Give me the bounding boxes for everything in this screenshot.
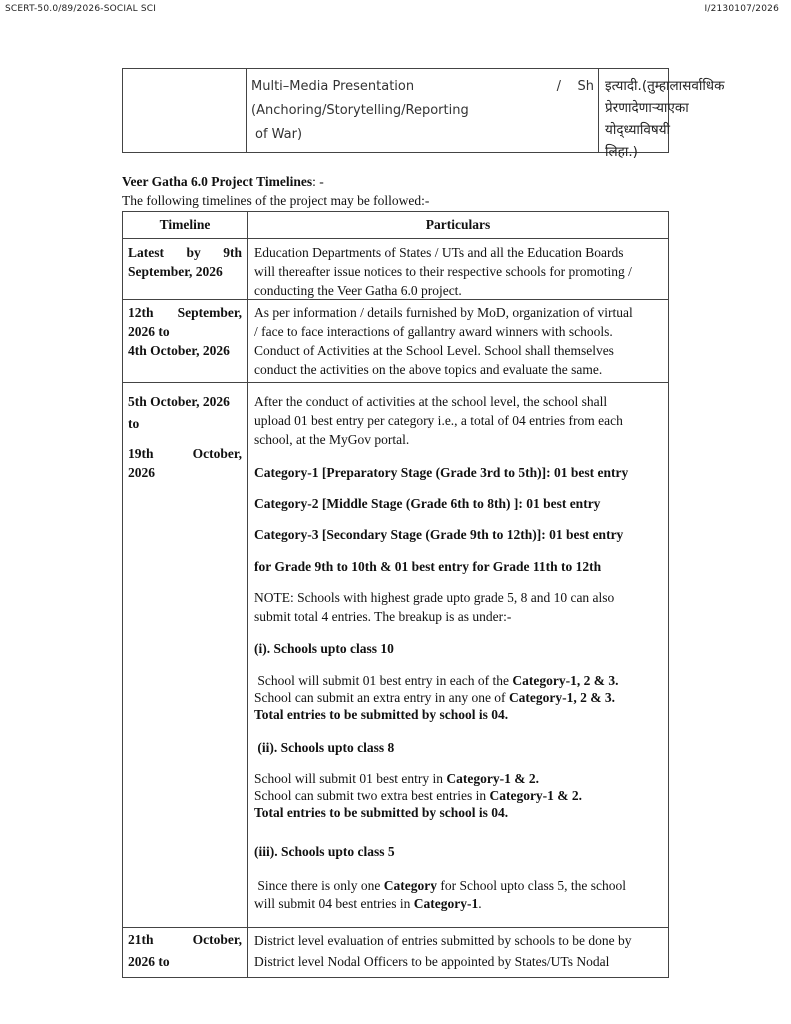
category-3-line: Category-3 [Secondary Stage (Grade 9th to 12th)]: 01 best entry xyxy=(254,527,624,542)
class-8-details: School will submit 01 best entry in Category-1 & 2. School can submit two extra best entries in Category-1 & 2. Total entries to be submitted by school is 04. xyxy=(254,771,583,820)
previous-table-fragment xyxy=(122,68,725,160)
fragment-marathi-line-1: इत्यादी. (तुम्हाला सर्वाधिक xyxy=(605,78,725,94)
row-divider xyxy=(123,382,668,383)
row4-timeline: 21th October, 2026 to xyxy=(128,932,242,969)
page-header-right: I/2130107/2026 xyxy=(704,4,779,14)
subheading-class-10: (i). Schools upto class 10 xyxy=(254,641,394,656)
fragment-activity-line-3: of War) xyxy=(255,127,303,142)
timeline-table xyxy=(122,211,669,978)
fragment-marathi-cell xyxy=(599,69,725,160)
row-divider xyxy=(123,238,668,239)
category-1-line: Category-1 [Preparatory Stage (Grade 3rd to 5th)]: 01 best entry xyxy=(254,465,629,480)
column-divider xyxy=(247,212,248,977)
row1-particulars: Education Departments of States / UTs and all the Education Boards will thereafter issue notices to their respective schools for promoting / conducting the Veer Gatha 6.0 project. xyxy=(254,245,632,298)
section-intro: The following timelines of the project may be followed:- xyxy=(122,193,430,208)
fragment-activity-line-1: Multi–Media Presentation / Sh xyxy=(251,79,594,94)
subheading-class-8: (ii). Schools upto class 8 xyxy=(257,740,395,755)
row3-timeline: 5th October, 2026 to 19th October, 2026 xyxy=(128,394,242,480)
row3-particulars: After the conduct of activities at the school level, the school shall upload 01 best entry per category i.e., a total of 04 entries from each school, at the MyGov portal. xyxy=(254,394,623,447)
category-3-detail-line: for Grade 9th to 10th & 01 best entry for Grade 11th to 12th xyxy=(254,559,602,574)
class-5-details: Since there is only one Category for School upto class 5, the school will submit 04 best entries in Category-1. xyxy=(254,878,626,911)
category-2-line: Category-2 [Middle Stage (Grade 6th to 8th) ]: 01 best entry xyxy=(254,496,601,511)
subheading-class-5: (iii). Schools upto class 5 xyxy=(254,844,395,859)
row2-timeline: 12th September, 2026 to 4th October, 2026 xyxy=(128,305,242,358)
row2-particulars: As per information / details furnished by MoD, organization of virtual / face to face interactions of gallantry award winners with schools. Conduct of Activities at the School Level. School shall themselves conduct the activities on the above topics and evaluate the same. xyxy=(254,305,633,377)
fragment-activity-cell xyxy=(247,69,599,152)
fragment-marathi-line-3: योद्‍ध्याविषयी लिहा.) xyxy=(605,122,671,160)
section-title: Veer Gatha 6.0 Project Timelines: - xyxy=(122,174,324,189)
fragment-empty-cell xyxy=(123,69,247,152)
fragment-activity-line-2: (Anchoring/Storytelling/Reporting xyxy=(251,103,469,118)
header-particulars: Particulars xyxy=(425,217,491,232)
row-divider xyxy=(123,927,668,928)
class-10-details: School will submit 01 best entry in each of the Category-1, 2 & 3. School can submit an extra entry in any one of Category-1, 2 & 3. Total entries to be submitted by school is 04. xyxy=(254,673,619,722)
note-text: NOTE: Schools with highest grade upto grade 5, 8 and 10 can also submit total 4 entries. The breakup is as under:- xyxy=(254,590,615,624)
fragment-marathi-line-2: प्रेरणा देणाऱ्या एका xyxy=(605,100,689,116)
page-header-left: SCERT-50.0/89/2026-SOCIAL SCI xyxy=(5,4,157,14)
row1-timeline: Latest by 9th September, 2026 xyxy=(128,245,242,279)
header-timeline: Timeline xyxy=(159,217,211,232)
row4-particulars: District level evaluation of entries submitted by schools to be done by District level Nodal Officers to be appointed by States/UTs Nodal xyxy=(254,933,632,969)
